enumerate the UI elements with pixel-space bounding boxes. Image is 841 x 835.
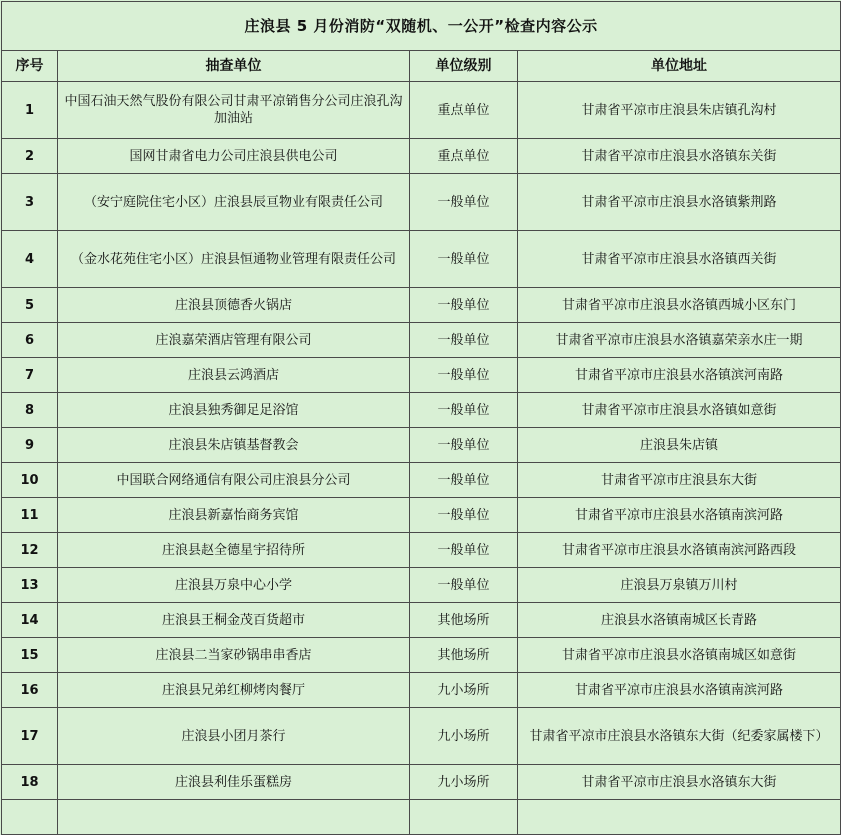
row-unit: （安宁庭院住宅小区）庄浪县辰亘物业有限责任公司 bbox=[58, 174, 410, 231]
inspection-table bbox=[1, 1, 841, 835]
row-unit: 庄浪县赵全德星宇招待所 bbox=[58, 533, 410, 568]
row-seq: 5 bbox=[2, 288, 58, 323]
row-seq: 18 bbox=[2, 765, 58, 800]
empty-cell bbox=[410, 800, 518, 835]
row-unit: 中国石油天然气股份有限公司甘肃平凉销售分公司庄浪孔沟加油站 bbox=[58, 82, 410, 139]
row-unit: 庄浪县王桐金茂百货超市 bbox=[58, 603, 410, 638]
header-unit: 抽查单位 bbox=[58, 51, 410, 82]
row-seq: 9 bbox=[2, 428, 58, 463]
row-address: 甘肃省平凉市庄浪县水洛镇滨河南路 bbox=[518, 358, 841, 393]
row-seq: 6 bbox=[2, 323, 58, 358]
row-address: 甘肃省平凉市庄浪县水洛镇南滨河路 bbox=[518, 673, 841, 708]
table-row bbox=[2, 82, 841, 139]
row-address: 甘肃省平凉市庄浪县水洛镇西城小区东门 bbox=[518, 288, 841, 323]
row-level: 一般单位 bbox=[410, 231, 518, 288]
row-level: 一般单位 bbox=[410, 428, 518, 463]
empty-cell bbox=[2, 800, 58, 835]
table-row bbox=[2, 708, 841, 765]
row-level: 重点单位 bbox=[410, 82, 518, 139]
row-level: 一般单位 bbox=[410, 323, 518, 358]
row-address: 甘肃省平凉市庄浪县水洛镇东关街 bbox=[518, 139, 841, 174]
row-address: 甘肃省平凉市庄浪县水洛镇东大街（纪委家属楼下） bbox=[518, 708, 841, 765]
page-title: 庄浪县 5 月份消防“双随机、一公开”检查内容公示 bbox=[2, 2, 841, 51]
row-level: 一般单位 bbox=[410, 393, 518, 428]
row-level: 一般单位 bbox=[410, 568, 518, 603]
empty-row bbox=[2, 800, 841, 835]
row-unit: 庄浪县顶德香火锅店 bbox=[58, 288, 410, 323]
table-row bbox=[2, 673, 841, 708]
row-seq: 3 bbox=[2, 174, 58, 231]
row-unit: 中国联合网络通信有限公司庄浪县分公司 bbox=[58, 463, 410, 498]
row-unit: 庄浪县兄弟红柳烤肉餐厅 bbox=[58, 673, 410, 708]
row-address: 甘肃省平凉市庄浪县水洛镇南滨河路 bbox=[518, 498, 841, 533]
row-seq: 14 bbox=[2, 603, 58, 638]
row-address: 甘肃省平凉市庄浪县水洛镇嘉荣亲水庄一期 bbox=[518, 323, 841, 358]
row-address: 庄浪县万泉镇万川村 bbox=[518, 568, 841, 603]
row-seq: 8 bbox=[2, 393, 58, 428]
title-row bbox=[2, 2, 841, 51]
row-address: 甘肃省平凉市庄浪县朱店镇孔沟村 bbox=[518, 82, 841, 139]
row-address: 甘肃省平凉市庄浪县水洛镇西关街 bbox=[518, 231, 841, 288]
row-address: 庄浪县朱店镇 bbox=[518, 428, 841, 463]
table-row bbox=[2, 498, 841, 533]
row-unit: （金水花苑住宅小区）庄浪县恒通物业管理有限责任公司 bbox=[58, 231, 410, 288]
row-seq: 2 bbox=[2, 139, 58, 174]
row-seq: 17 bbox=[2, 708, 58, 765]
row-level: 一般单位 bbox=[410, 358, 518, 393]
table-row bbox=[2, 765, 841, 800]
table-row bbox=[2, 139, 841, 174]
row-address: 甘肃省平凉市庄浪县水洛镇南城区如意街 bbox=[518, 638, 841, 673]
row-level: 一般单位 bbox=[410, 463, 518, 498]
row-unit: 庄浪县云鸿酒店 bbox=[58, 358, 410, 393]
row-seq: 13 bbox=[2, 568, 58, 603]
header-seq: 序号 bbox=[2, 51, 58, 82]
row-address: 庄浪县水洛镇南城区长青路 bbox=[518, 603, 841, 638]
row-unit: 庄浪县万泉中心小学 bbox=[58, 568, 410, 603]
row-address: 甘肃省平凉市庄浪县水洛镇紫荆路 bbox=[518, 174, 841, 231]
row-address: 甘肃省平凉市庄浪县水洛镇如意街 bbox=[518, 393, 841, 428]
table-row bbox=[2, 428, 841, 463]
row-level: 一般单位 bbox=[410, 533, 518, 568]
header-level: 单位级别 bbox=[410, 51, 518, 82]
row-unit: 庄浪县小团月茶行 bbox=[58, 708, 410, 765]
header-row bbox=[2, 51, 841, 82]
table-row bbox=[2, 463, 841, 498]
row-unit: 国网甘肃省电力公司庄浪县供电公司 bbox=[58, 139, 410, 174]
row-seq: 1 bbox=[2, 82, 58, 139]
row-unit: 庄浪县二当家砂锅串串香店 bbox=[58, 638, 410, 673]
row-seq: 10 bbox=[2, 463, 58, 498]
table-row bbox=[2, 533, 841, 568]
table-row bbox=[2, 358, 841, 393]
row-level: 九小场所 bbox=[410, 673, 518, 708]
table-row bbox=[2, 174, 841, 231]
row-level: 一般单位 bbox=[410, 498, 518, 533]
table-row bbox=[2, 393, 841, 428]
table-row bbox=[2, 323, 841, 358]
row-level: 重点单位 bbox=[410, 139, 518, 174]
row-unit: 庄浪县利佳乐蛋糕房 bbox=[58, 765, 410, 800]
table-row bbox=[2, 603, 841, 638]
table-row bbox=[2, 638, 841, 673]
row-unit: 庄浪县朱店镇基督教会 bbox=[58, 428, 410, 463]
row-seq: 12 bbox=[2, 533, 58, 568]
row-seq: 4 bbox=[2, 231, 58, 288]
header-address: 单位地址 bbox=[518, 51, 841, 82]
row-level: 九小场所 bbox=[410, 765, 518, 800]
table-row bbox=[2, 568, 841, 603]
row-level: 一般单位 bbox=[410, 288, 518, 323]
row-level: 其他场所 bbox=[410, 603, 518, 638]
empty-cell bbox=[58, 800, 410, 835]
row-unit: 庄浪县新嘉怡商务宾馆 bbox=[58, 498, 410, 533]
row-seq: 7 bbox=[2, 358, 58, 393]
row-address: 甘肃省平凉市庄浪县东大街 bbox=[518, 463, 841, 498]
row-address: 甘肃省平凉市庄浪县水洛镇南滨河路西段 bbox=[518, 533, 841, 568]
row-level: 九小场所 bbox=[410, 708, 518, 765]
row-seq: 15 bbox=[2, 638, 58, 673]
empty-cell bbox=[518, 800, 841, 835]
table-row bbox=[2, 288, 841, 323]
row-unit: 庄浪嘉荣酒店管理有限公司 bbox=[58, 323, 410, 358]
row-seq: 16 bbox=[2, 673, 58, 708]
row-level: 一般单位 bbox=[410, 174, 518, 231]
row-unit: 庄浪县独秀御足足浴馆 bbox=[58, 393, 410, 428]
row-level: 其他场所 bbox=[410, 638, 518, 673]
row-seq: 11 bbox=[2, 498, 58, 533]
row-address: 甘肃省平凉市庄浪县水洛镇东大街 bbox=[518, 765, 841, 800]
table-row bbox=[2, 231, 841, 288]
